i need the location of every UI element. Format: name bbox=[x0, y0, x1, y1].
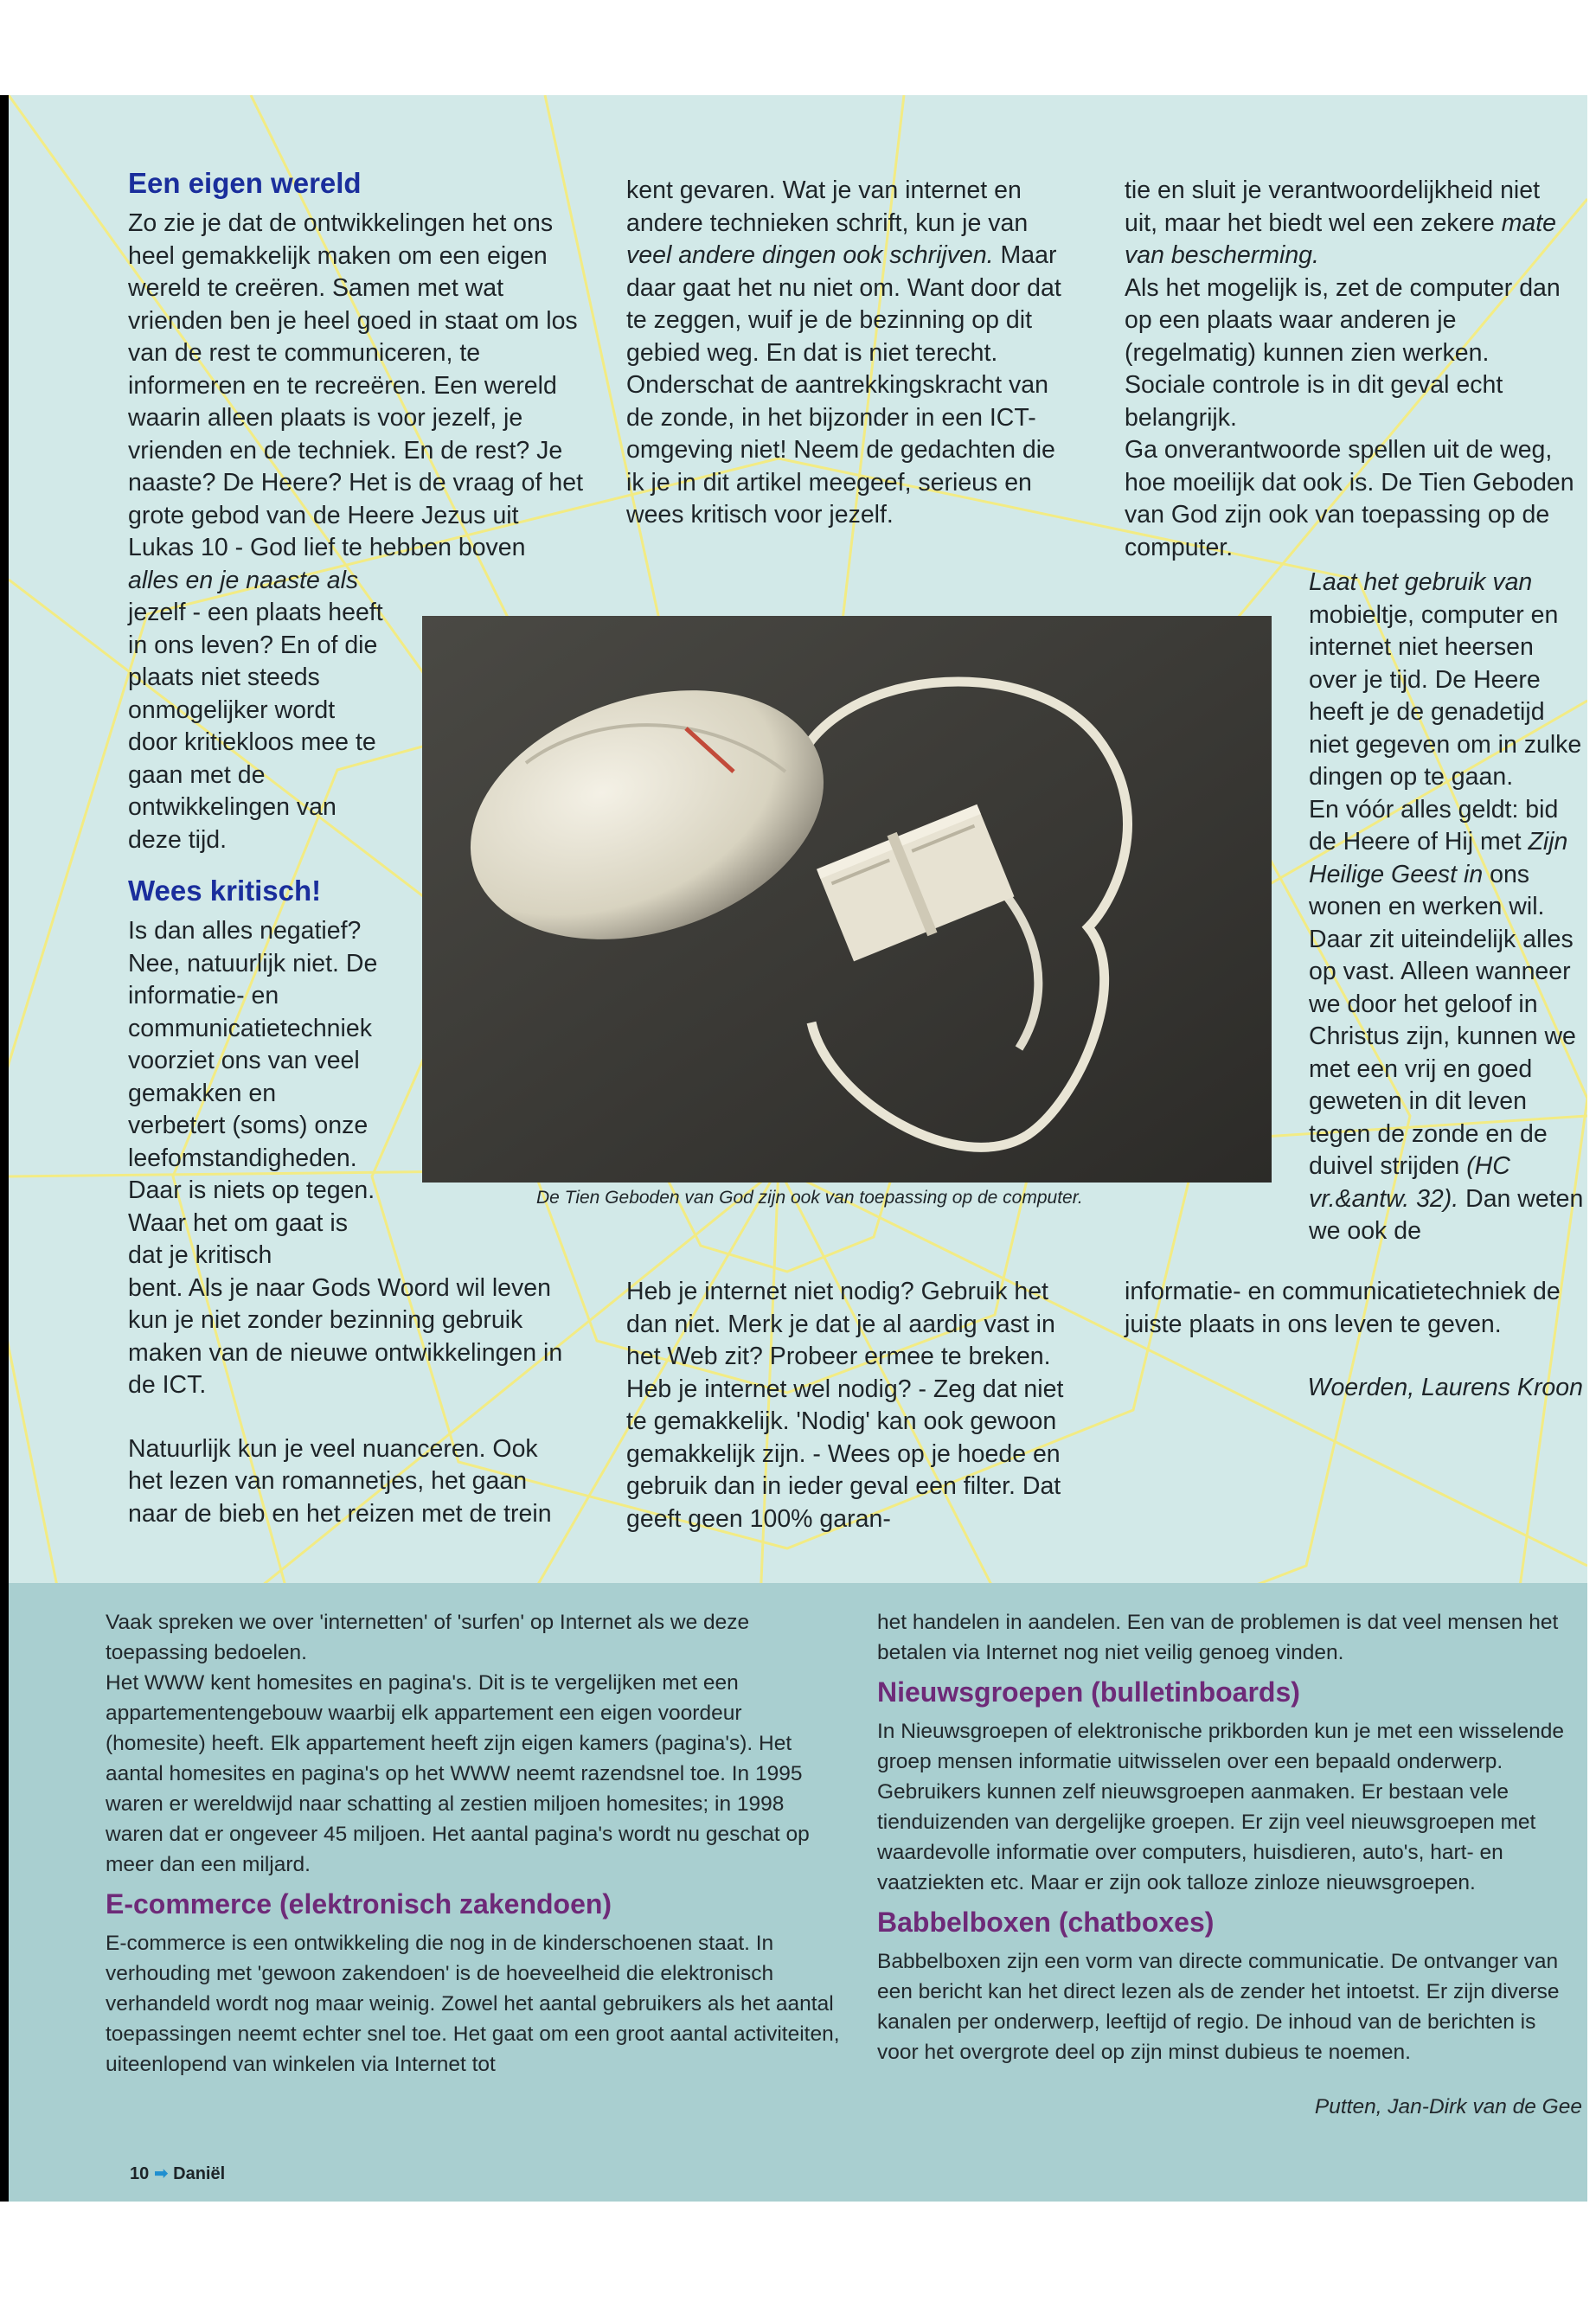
paragraph: Vaak spreken we over 'internetten' of 'surfen' op Internet als we deze toepassing bedoelen. bbox=[106, 1611, 750, 1664]
paragraph bbox=[1125, 175, 1574, 272]
paragraph bbox=[626, 1276, 1072, 1535]
paragraph bbox=[1125, 272, 1574, 435]
paragraph bbox=[1309, 567, 1586, 794]
text: Zo zie je dat de ontwikkelingen het ons heel gemakkelijk maken om een eigen wereld te creëren. Samen met wat vrienden ben je heel goed in staat om los van de rest te communiceren, te informeren en te recreëren. Een wereld waarin alleen plaats is voor jezelf, je vrienden en de techniek. En de rest? Je naaste? De Heere? Het is de vraag of het grote gebod van de Heere Jezus uit Lukas 10 - God lief te hebben boven bbox=[128, 209, 583, 561]
heading-e-commerce: E-commerce (elektronisch zakendoen) bbox=[106, 1888, 612, 1920]
paragraph bbox=[1309, 794, 1586, 1248]
text: En vóór alles geldt: bid de Heere of Hij met bbox=[1309, 795, 1559, 856]
magazine-name: Daniël bbox=[173, 2164, 226, 2183]
paragraph: het handelen in aandelen. Een van de problemen is dat veel mensen het betalen via Internet nog niet veilig genoeg vinden. bbox=[877, 1611, 1559, 1664]
text: Maar daar gaat het nu niet om. Want door dat te zeggen, wuif je de bezinning op dit gebied weg. En dat is niet terecht. Onderschat de aantrekkingskracht van de zonde, in het bijzonder in een ICT-omgeving niet! Neem de gedachten die ik je in dit artikel meegeef, serieus en wees kritisch voor jezelf. bbox=[626, 241, 1061, 529]
text: Natuurlijk kun je veel nuanceren. Ook het lezen van romannetjes, het gaan naar de bieb en het reizen met de trein bbox=[128, 1434, 552, 1528]
text: kent gevaren. Wat je van internet en andere technieken schrift, kun je van bbox=[626, 176, 1029, 237]
text: Dan weten we ook de bbox=[1309, 1184, 1584, 1245]
photo-mouse-bible bbox=[422, 616, 1272, 1183]
author-signature: Woerden, Laurens Kroon bbox=[1307, 1374, 1583, 1401]
column-3-narrow bbox=[1309, 567, 1586, 1248]
paragraph bbox=[626, 175, 1072, 532]
paragraph: E-commerce is een ontwikkeling die nog in de kinderschoenen staat. In verhouding met 'gewoon zakendoen' is de hoeveelheid die elektronisch verhandeld wordt nog maar weinig. Zowel het aantal gebruikers als het aantal toepassingen neemt echter snel toe. Het gaat om een groot aantal activiteiten, uiteenlopend van winkelen via Internet tot bbox=[106, 1932, 840, 2076]
heading-wees-kritisch: Wees kritisch! bbox=[128, 875, 322, 907]
info-box-right bbox=[877, 1607, 1582, 2122]
photo-caption: De Tien Geboden van God zijn ook van toepassing op de computer. bbox=[536, 1188, 1083, 1208]
text: mobieltje, computer en internet niet heersen over je tijd. De Heere heeft je de genadetijd niet gegeven om in zulke dingen op te gaan. bbox=[1309, 600, 1582, 791]
scan-edge bbox=[0, 95, 9, 2202]
text: jezelf - een plaats heeft in ons leven? En of die plaats niet steeds onmogelijker wordt door kritiekloos mee te gaan met de ontwikkelingen van deze tijd. bbox=[128, 599, 383, 854]
text-italic: Laat het gebruik van bbox=[1309, 568, 1533, 596]
paragraph: Het WWW kent homesites en pagina's. Dit is te vergelijken met een appartementengebouw waarbij elk appartement een eigen voordeur (homesite) heeft. Elk appartement heeft zijn eigen kamers (pagina's). Het aantal homesites en pagina's op het WWW neemt razendsnel toe. In 1995 waren er wereldwijd naar schatting al zestien miljoen homesites; in 1998 waren dat er ongeveer 45 miljoen. Het aantal pagina's wordt nu geschat op meer dan een miljard. bbox=[106, 1671, 810, 1876]
text: informatie- en communicatietechniek de juiste plaats in ons leven te geven. bbox=[1125, 1278, 1561, 1338]
paragraph bbox=[128, 565, 388, 857]
paragraph: In Nieuwsgroepen of elektronische prikborden kun je met een wisselende groep mensen informatie uitwisselen over een bepaald onderwerp. Gebruikers kunnen zelf nieuwsgroepen aanmaken. Er bestaan vele tienduizenden van dergelijke groepen. Er zijn veel nieuwsgroepen met waardevolle informatie over computers, huisdieren, auto's, hart- en vaatziekten etc. Maar er zijn ook talloze zinloze nieuwsgroepen. bbox=[877, 1720, 1564, 1894]
heading-nieuwsgroepen: Nieuwsgroepen (bulletinboards) bbox=[877, 1676, 1300, 1708]
arrow-icon: ➡ bbox=[153, 2164, 169, 2183]
text-italic: (HC vr.&antw. 32). bbox=[1309, 1152, 1510, 1213]
column-2-top bbox=[626, 175, 1072, 532]
text: Is dan alles negatief? Nee, natuurlijk niet. De informatie- en communicatietechniek voorziet ons van veel gemakken en verbetert (soms) onze leefomstandigheden. Daar is niets op tegen. Waar het om gaat is dat je kritisch bbox=[128, 917, 378, 1269]
text: ons wonen en werken wil. Daar zit uiteindelijk alles op vast. Alleen wanneer we door het geloof in Christus zijn, kunnen we met een vrij en goed geweten in dit leven tegen de zonde en de duivel strijden bbox=[1309, 860, 1576, 1180]
paragraph bbox=[128, 1433, 578, 1531]
column-3-top bbox=[1125, 175, 1574, 564]
text-italic: veel andere dingen ook schrijven. bbox=[626, 241, 994, 269]
paragraph bbox=[128, 208, 586, 565]
info-box-left bbox=[106, 1607, 841, 2080]
paragraph bbox=[1125, 434, 1574, 564]
page-number: 10 bbox=[130, 2164, 150, 2183]
heading-babbelboxen: Babbelboxen (chatboxes) bbox=[877, 1907, 1215, 1938]
text-italic: alles en je naaste als bbox=[128, 566, 359, 594]
mouse-and-bible-illustration bbox=[422, 616, 1272, 1183]
info-box bbox=[9, 1583, 1587, 2202]
text: Ga onverantwoorde spellen uit de weg, hoe moeilijk dat ook is. De Tien Geboden van God zijn ook van toepassing op de computer. bbox=[1125, 436, 1574, 561]
text-italic: Zijn Heilige Geest in bbox=[1309, 828, 1568, 888]
text: tie en sluit je verantwoordelijkheid niet uit, maar het biedt wel een zekere bbox=[1125, 176, 1541, 237]
text: Heb je internet niet nodig? Gebruik het dan niet. Merk je dat je al aardig vast in het Web zit? Probeer ermee te breken. Heb je internet wel nodig? - Zeg dat niet te gemakkelijk. 'Nodig' kan ook gewoon gemakkelijk zijn. - Wees op je hoede en gebruik dan in ieder geval een filter. Dat geeft geen 100% garan- bbox=[626, 1278, 1064, 1533]
text: Als het mogelijk is, zet de computer dan op een plaats waar anderen je (regelmatig) kunnen zien werken. Sociale controle is in dit geval echt belangrijk. bbox=[1125, 273, 1561, 432]
text: bent. Als je naar Gods Woord wil leven kun je niet zonder bezinning gebruik maken van de nieuwe ontwikkelingen in de ICT. bbox=[128, 1273, 563, 1399]
column-2-bottom bbox=[626, 1276, 1072, 1535]
paragraph bbox=[128, 1272, 578, 1402]
paragraph bbox=[128, 915, 379, 1272]
paragraph bbox=[1125, 1276, 1583, 1341]
magazine-page bbox=[9, 95, 1587, 2202]
paragraph: Babbelboxen zijn een vorm van directe communicatie. De ontvanger van een bericht kan het direct lezen als de zender het intoetst. Er zijn diverse kanalen per onderwerp, leeftijd of regio. De inhoud van de berichten is voor het overgrote deel op zijn minst dubieus te noemen. bbox=[877, 1950, 1560, 2064]
page-footer bbox=[130, 2163, 225, 2184]
column-3-bottom bbox=[1125, 1276, 1583, 1405]
author-signature: Putten, Jan-Dirk van de Gee bbox=[1314, 2095, 1582, 2118]
text-italic: mate van bescherming. bbox=[1125, 208, 1557, 269]
heading-een-eigen-wereld: Een eigen wereld bbox=[128, 167, 362, 199]
